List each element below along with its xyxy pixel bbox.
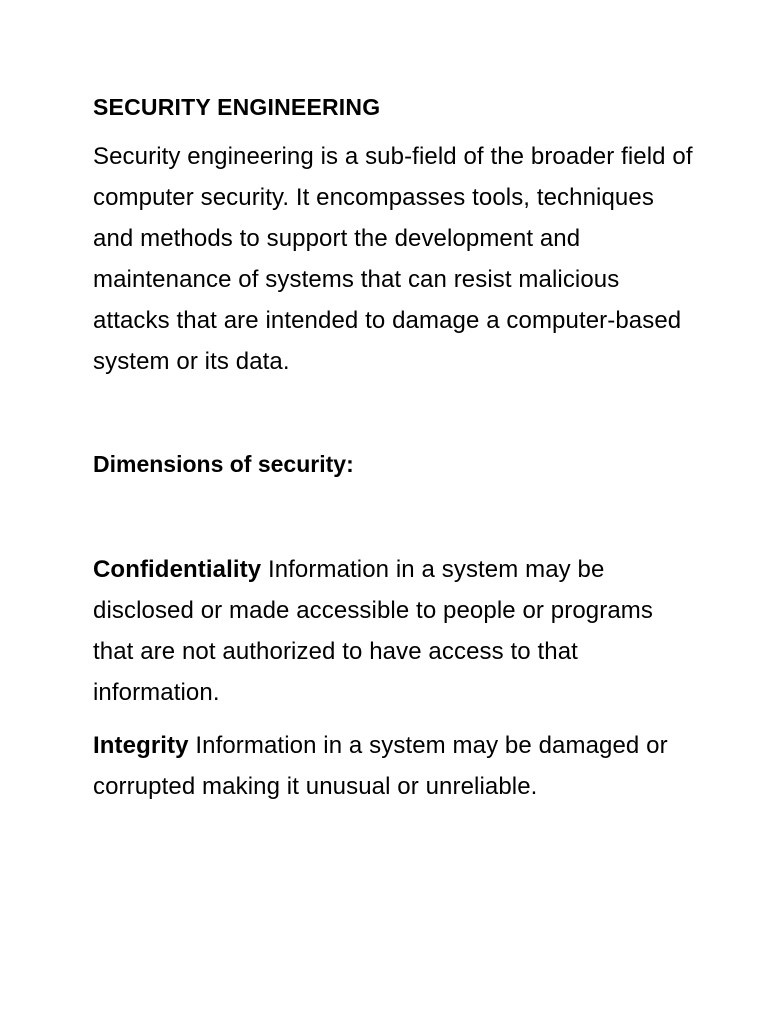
dimension-term: Integrity [93,732,189,759]
dimension-description: Information in a system may be disclosed or made accessible to people or programs that are not authorized to have access to that information. [93,556,653,706]
document-page [93,88,693,807]
section-heading: Dimensions of security: [93,451,354,477]
dimension-confidentiality [93,549,693,713]
intro-paragraph: Security engineering is a sub-field of the broader field of computer security. It encompasses tools, techniques and methods to support the development and maintenance of systems that can resist malicious attacks that are intended to damage a computer-based system or its data. [93,143,693,375]
dimension-integrity [93,725,693,807]
dimension-description: Information in a system may be damaged or corrupted making it unusual or unreliable. [93,732,668,800]
page-title: SECURITY ENGINEERING [93,94,381,120]
dimension-term: Confidentiality [93,556,262,583]
